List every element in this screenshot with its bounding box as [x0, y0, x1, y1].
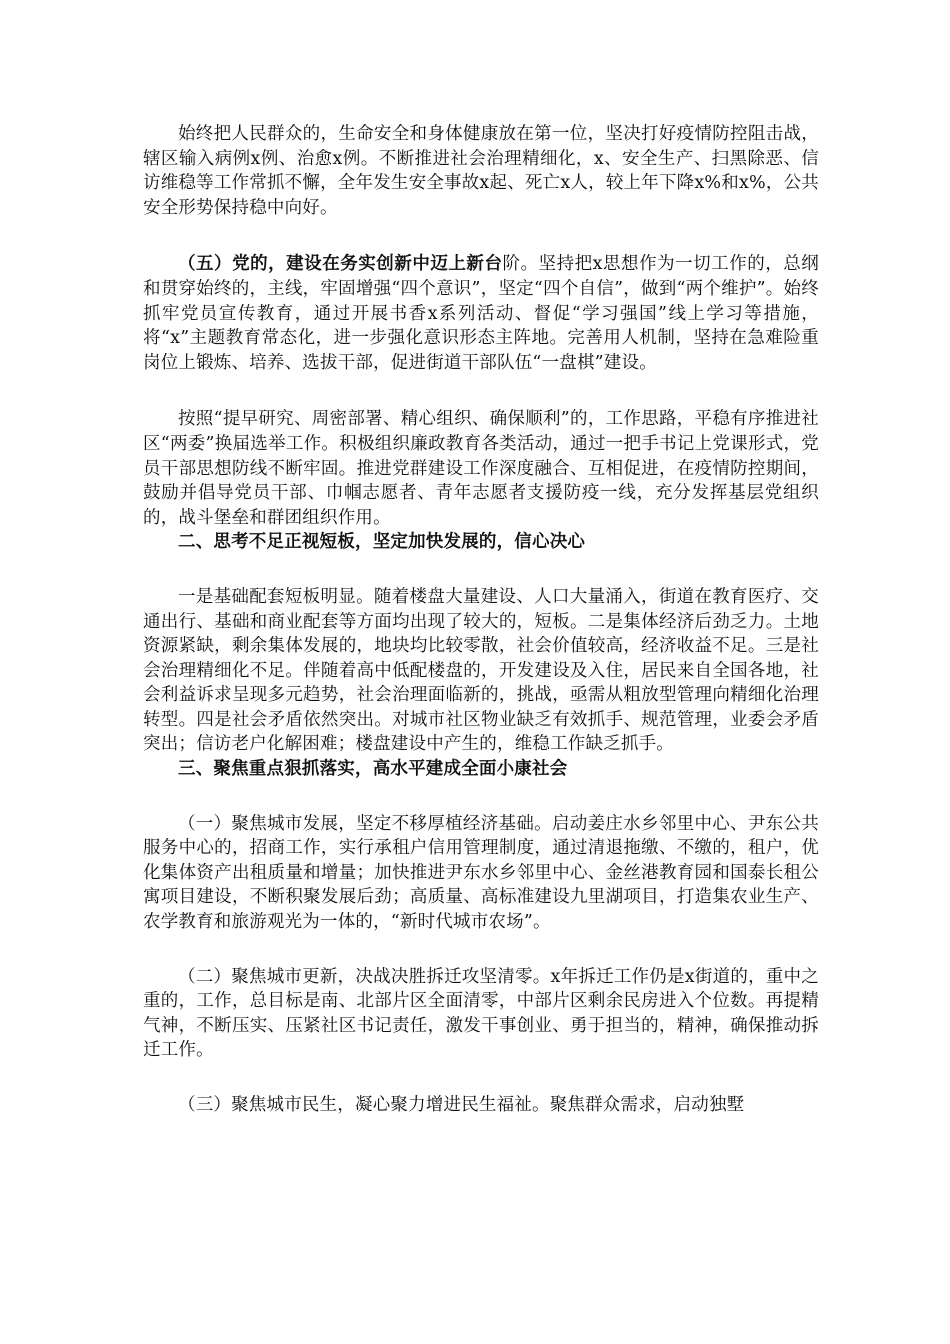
heading-section-two: 二、思考不足正视短板，坚定加快发展的，信心决心 [178, 532, 586, 553]
paragraph-urban-renewal: （二）聚焦城市更新，决战决胜拆迁攻坚清零。x年拆迁工作仍是x街道的，重中之重的，工作，总目标是南、北部片区全面清零，中部片区剩余民房进入个位数。再提精气神，不断压实、压紧社区书记责任，激发干事创业、勇于担当的，精神，确保推动拆迁工作。 [143, 966, 819, 1061]
paragraph-election-work: 按照“提早研究、周密部署、精心组织、确保顺利”的，工作思路，平稳有序推进社区“两委”换届选举工作。积极组织廉政教育各类活动，通过一把手书记上党课形式，党员干部思想防线不断牢固。推进党群建设工作深度融合、互相促进，在疫情防控期间，鼓励并倡导党员干部、巾帼志愿者、青年志愿者支援防疫一线，充分发挥基层党组织的，战斗堡垒和群团组织作用。 [143, 409, 819, 528]
heading-section-three: 三、聚焦重点狠抓落实，高水平建成全面小康社会 [178, 759, 568, 780]
paragraph-shortcomings: 一是基础配套短板明显。随着楼盘大量建设、人口大量涌入，街道在教育医疗、交通出行、基础和商业配套等方面均出现了较大的，短板。二是集体经济后劲乏力。土地资源紧缺，剩余集体发展的，地块均比较零散，社会价值较高，经济收益不足。三是社会治理精细化不足。伴随着高中低配楼盘的，开发建设及入住，居民来自全国各地，社会利益诉求呈现多元趋势，社会治理面临新的，挑战，亟需从粗放型管理向精细化治理转型。四是社会矛盾依然突出。对城市社区物业缺乏有效抓手、规范管理，业委会矛盾突出；信访老户化解困难；楼盘建设中产生的，维稳工作缺乏抓手。 [143, 586, 819, 755]
paragraph-livelihood: （三）聚焦城市民生，凝心聚力增进民生福祉。聚焦群众需求，启动独墅 [178, 1095, 745, 1115]
paragraph-public-safety: 始终把人民群众的，生命安全和身体健康放在第一位，坚决打好疫情防控阻击战，辖区输入病例x例、治愈x例。不断推进社会治理精细化，x、安全生产、扫黑除恶、信访维稳等工作常抓不懈，全年发生安全事故x起、死亡x人，较上年下降x%和x%，公共安全形势保持稳中向好。 [143, 124, 819, 218]
section-5-title: （五）党的，建设在务实创新中迈上新台 [178, 254, 503, 275]
paragraph-party-building [143, 252, 819, 375]
paragraph-urban-development: （一）聚焦城市发展，坚定不移厚植经济基础。启动姜庄水乡邻里中心、尹东公共服务中心的，招商工作，实行承租户信用管理制度，通过清退拖缴、不缴的，租户，优化集体资产出租质量和增量；加快推进尹东水乡邻里中心、金丝港教育园和国泰长租公寓项目建设，不断积聚发展后劲；高质量、高标准建设九里湖项目，打造集农业生产、农学教育和旅游观光为一体的，“新时代城市农场”。 [143, 813, 819, 933]
section-5-body: 阶。坚持把x思想作为一切工作的，总纲和贯穿始终的，主线，牢固增强“四个意识”，坚定“四个自信”，做到“两个维护”。始终抓牢党员宣传教育，通过开展书香x系列活动、督促“学习强国”线上学习等措施，将“x”主题教育常态化，进一步强化意识形态主阵地。完善用人机制，坚持在急难险重岗位上锻炼、培养、选拔干部，促进街道干部队伍“一盘棋”建设。 [143, 254, 820, 373]
document-page [143, 122, 819, 1118]
